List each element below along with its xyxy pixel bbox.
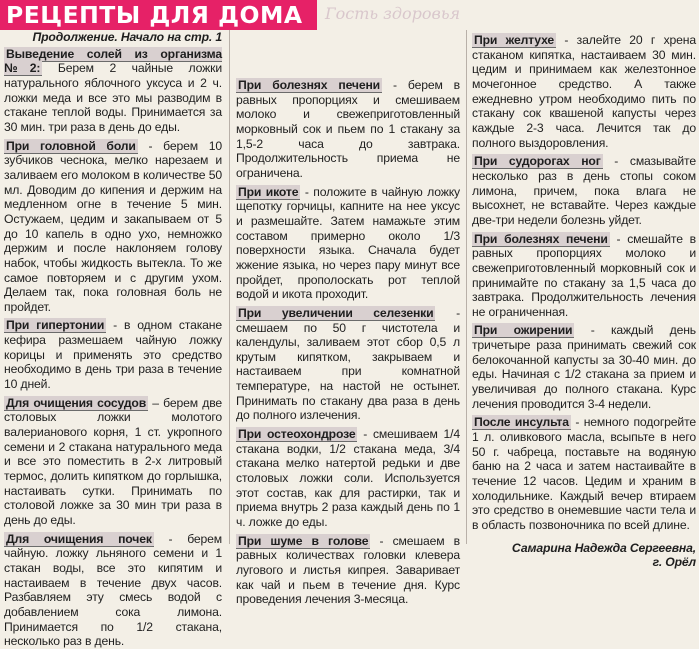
recipe-heading: При увеличении селезенки	[238, 305, 434, 320]
recipe-heading: При ожирении	[474, 323, 573, 338]
recipe-text: - смешаем в равных количествах головки клевера лугового и листья кипрея. Заваривает как чай и пьем в течение дня. Курс проведения лечения 3-месяца.	[236, 533, 461, 607]
recipe-heading: При болезнях печени	[474, 231, 608, 246]
recipe-heading: При икоте	[238, 184, 299, 199]
column-3	[472, 2, 696, 570]
recipe-text: - берем 10 зубчиков чеснока, мелко нарезаем и заливаем его молоком в количестве 50 мл. Доводим до кипения и держим на медленном огне в течение 5 мин. Остужаем, цедим и закапываем от 5 до 10 капель в одно ухо, немножко держим и после наклоняем голову набок, чтобы жидкость вытекла. То же самое повторяем и с другим ухом. Делаем так, пока головная боль не пройдет.	[4, 138, 222, 314]
recipe-cramps	[472, 154, 696, 227]
continuation-note: Продолжение. Начало на стр. 1	[32, 30, 222, 44]
column-2	[236, 3, 461, 607]
recipe-text: - берем чайную. ложку льняного семени и 1 стакан воды, все это кипятим и настаиваем в течение двух часов. Разбавляем эту смесь водой с добавлением сока лимона. Принимается по 1/2 стакана, несколько раз в день.	[4, 531, 222, 649]
recipe-heading: Для очищения сосудов	[6, 395, 147, 410]
author-name: Самарина Надежда Сергеевна,	[511, 540, 696, 555]
recipe-heading: При желтухе	[474, 33, 555, 47]
recipe-stroke	[472, 415, 696, 532]
recipe-text: - смешайте в равных пропорциях молоко и свежеприготовленный морковный сок и принимайте по стакану за 1,5 часа до завтрака. Продолжительность лечения не ограниченная.	[472, 231, 696, 319]
recipe-heading: После инсульта	[474, 415, 569, 430]
column-divider	[229, 30, 230, 544]
recipe-heading: При гипертонии	[6, 318, 105, 333]
page-title: РЕЦЕПТЫ ДЛЯ ДОМА	[0, 0, 317, 30]
recipe-text: – берем две столовых ложки молотого валерианового корня, 1 ст. укропного семени и 2 стакана натурального меда и все это поместить в 2-х литровый термос, долить кипятком до горлышка, настаивать сутки. Принимать по столовой ложке за 30 мин три раза в день до еды.	[4, 395, 223, 527]
recipe-heading: При шуме в голове	[238, 533, 369, 548]
recipe-kidneys	[4, 532, 222, 649]
recipe-heading: Для очищения почек	[6, 531, 152, 546]
recipe-spleen	[236, 306, 460, 423]
recipe-osteochondrosis	[236, 427, 460, 530]
recipe-text: - смешаем по 50 г чистотела и календулы, заливаем этот сбор 0,5 л крутым кипятком, закрываем и настаиваем при комнатной температуре, на настой не остынет. Принимать по стакану два раза в день до полного излечения.	[236, 305, 460, 423]
recipe-heading: При судорогах ног	[474, 154, 601, 169]
recipe-text: - смешиваем 1/4 стакана водки, 1/2 стакана меда, 3/4 стакана мелко натертой редьки и две столовых ложки соли. Используется этот состав, как для растирки, так и приема внутрь 2 раза каждый день по 1 ч. ложке до еды.	[236, 427, 461, 530]
recipe-text: - берем в равных пропорциях и смешиваем молоко и свежеприготовленный морковный сок и пьем по 1 стакану за 1,5-2 часа до завтрака. Продолжительность приема не ограничена.	[236, 78, 460, 180]
recipe-text: - смазывайте несколько раз в день стопы соком лимона, причем, пока влага не высохнет, не вставайте. Через каждые две-три недели болезнь уйдет.	[472, 154, 696, 227]
recipe-text: Берем 2 чайные ложки натурального яблочного уксуса и 2 ч. ложки меда и все это мы разводим в стакане теплой воды. Принимается за 30 мин. три раза в день до еды.	[4, 61, 222, 134]
recipe-heading: При остеохондрозе	[238, 427, 356, 442]
recipe-jaundice	[472, 33, 696, 150]
recipe-text: - немного подогрейте 1 л. оливкового масла, всыпьте в него 50 г. чабреца, поставьте на водяную баню на 2 часа и затем настаивайте в течение 12 часов. Цедим и храним в холодильнике. Каждый вечер втираем это средство в онемевшие части тела и в область позвоночника по всей длине.	[472, 415, 696, 532]
recipe-heading: При болезнях печени	[238, 78, 380, 92]
recipe-tinnitus	[236, 534, 460, 607]
recipe-salts	[4, 47, 222, 135]
watermark: Гость здоровья	[325, 4, 461, 23]
column-divider	[466, 30, 467, 544]
recipe-heading: Выведение солей из организма №2:	[4, 46, 222, 76]
recipe-text: - залейте 20 г хрена стаканом кипятка, настаиваем 30 мин. цедим и принимаем как железтонное мочегонное средство. А также ежедневно утром необходимо пить по стакану сок квашеной капусты через каждые 2-3 часа. Лечится так до полного выздоровления.	[472, 33, 696, 150]
recipe-heading: При головной боли	[6, 138, 136, 153]
recipe-text: - в одном стакане кефира размешаем чайную ложку корицы и применять это средство необходимо в день три раза в течение 10 дней.	[4, 318, 223, 392]
recipe-liver-2	[472, 232, 696, 320]
column-1	[4, 30, 223, 649]
recipe-text: - каждый день тричетыре раза принимать свежий сок белокочанной капусты за 30-40 мин. до еды. Начиная с 1/2 стакана за прием и увеличивая до полного стакана. Курс лечения проводится 3-4 недели.	[472, 323, 696, 411]
recipe-headache	[4, 139, 222, 315]
recipe-hiccup	[236, 185, 460, 302]
author-city: г. Орёл	[652, 555, 696, 570]
recipe-obesity	[472, 323, 696, 411]
recipe-hypertension	[4, 318, 222, 391]
recipe-liver	[236, 78, 460, 181]
recipe-text: - положите в чайную ложку щепотку горчицы, капните на нее уксус и размешайте. Затем намажьте этим составом примерно около 1/3 поверхности языка. Сначала будет жжение языка, но через пару минут все пройдет, прополоскать рот теплой водой и икота проходит.	[236, 184, 460, 302]
recipe-vessels	[4, 396, 222, 528]
